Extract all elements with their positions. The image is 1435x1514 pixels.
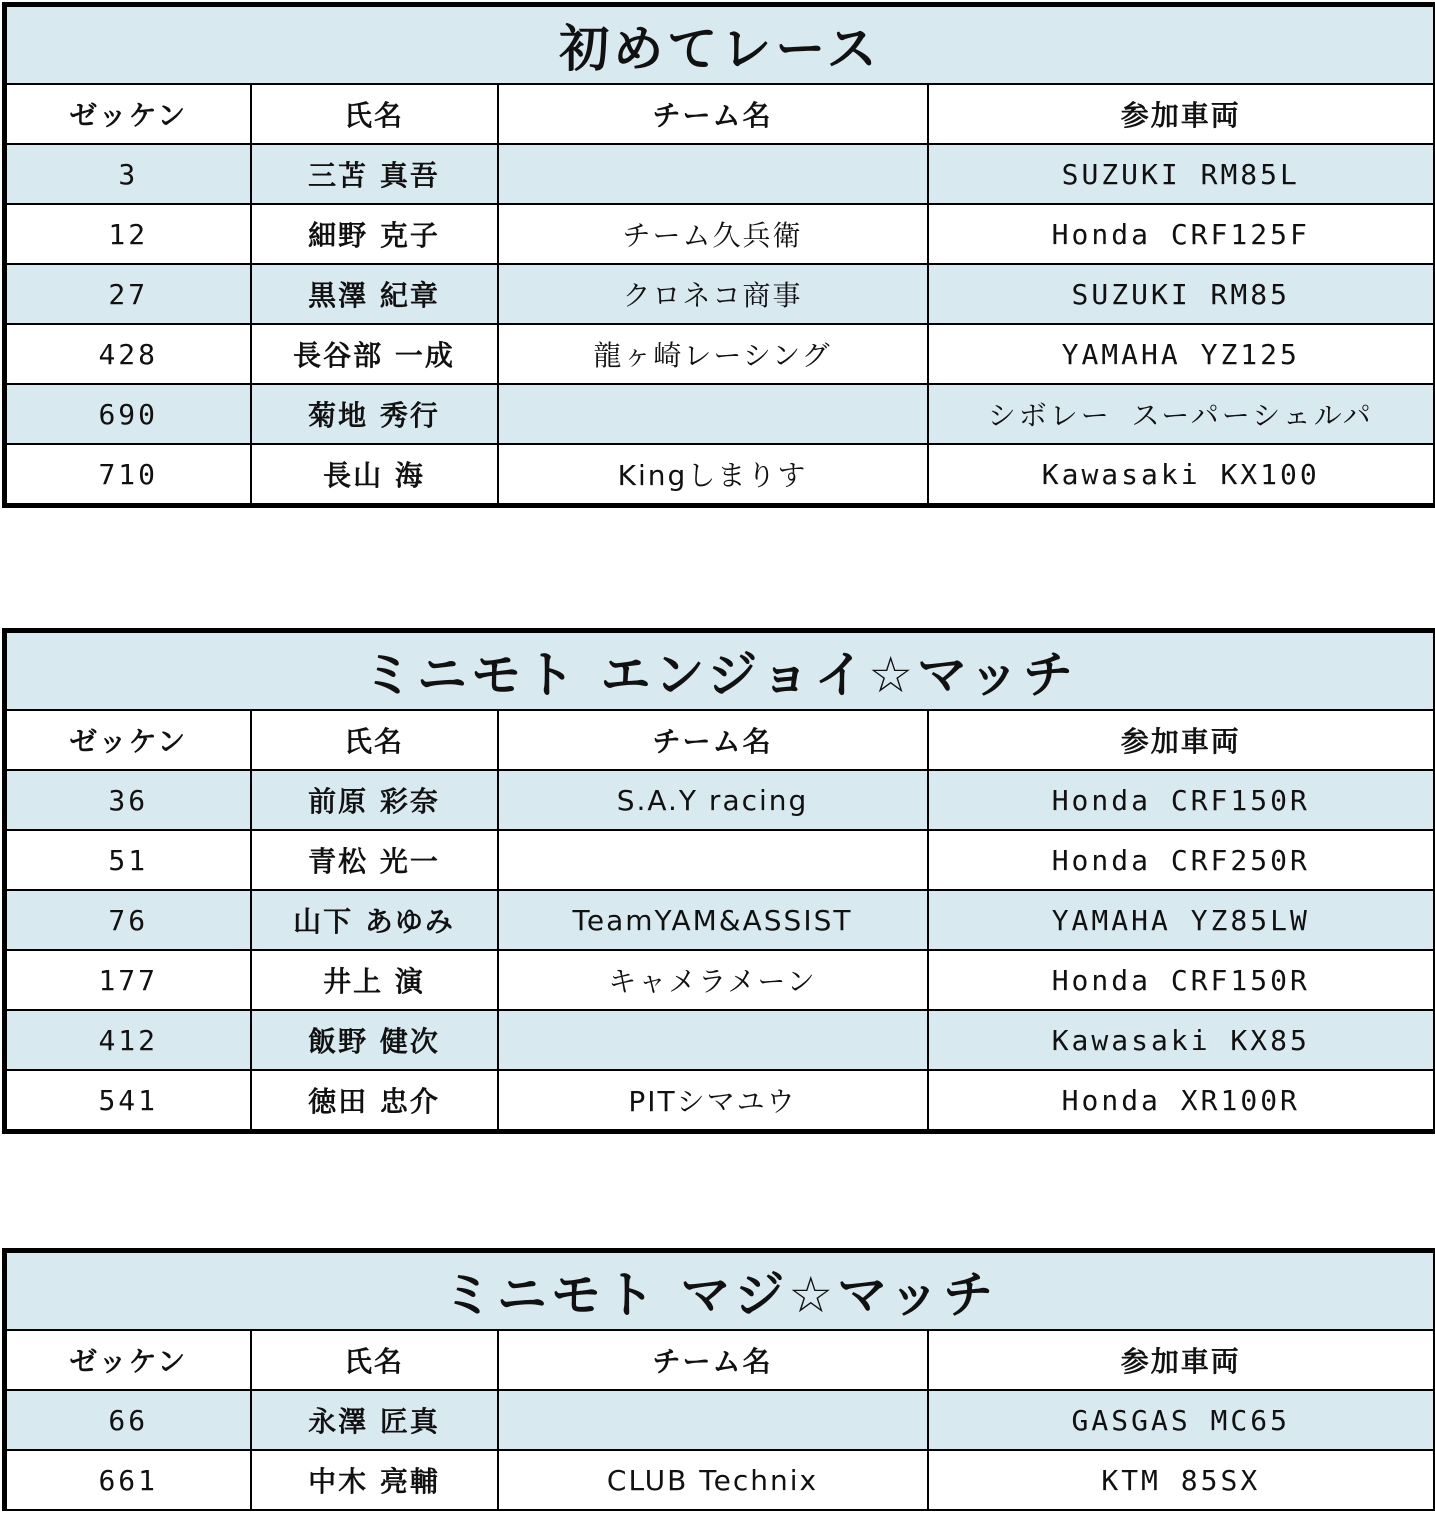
rider-name: 飯野 健次	[251, 1010, 498, 1070]
table-row	[5, 384, 1435, 444]
rider-number: 12	[5, 204, 251, 264]
team-name	[498, 1390, 928, 1450]
vehicle: GASGAS MC65	[928, 1390, 1435, 1450]
header-team: チーム名	[498, 710, 928, 770]
rider-name: 青松 光一	[251, 830, 498, 890]
rider-name: 長山 海	[251, 444, 498, 506]
table-row	[5, 1010, 1435, 1070]
team-name: TeamYAM&ASSIST	[498, 890, 928, 950]
rider-name: 菊地 秀行	[251, 384, 498, 444]
header-name: 氏名	[251, 1330, 498, 1390]
table-row	[5, 770, 1435, 830]
header-row	[5, 84, 1435, 144]
rider-name: 前原 彩奈	[251, 770, 498, 830]
rider-number: 51	[5, 830, 251, 890]
header-team: チーム名	[498, 1330, 928, 1390]
team-name: PITシマユウ	[498, 1070, 928, 1132]
class-title: 初めてレース	[5, 5, 1435, 85]
rider-number: 177	[5, 950, 251, 1010]
table-row	[5, 830, 1435, 890]
vehicle: Honda CRF150R	[928, 770, 1435, 830]
header-vehicle: 参加車両	[928, 1330, 1435, 1390]
table-row	[5, 1070, 1435, 1132]
rider-name: 永澤 匠真	[251, 1390, 498, 1450]
header-vehicle: 参加車両	[928, 84, 1435, 144]
rider-number: 412	[5, 1010, 251, 1070]
table-row	[5, 264, 1435, 324]
race-class-table	[2, 1248, 1435, 1511]
header-row	[5, 710, 1435, 770]
rider-number: 76	[5, 890, 251, 950]
table-row	[5, 204, 1435, 264]
header-name: 氏名	[251, 84, 498, 144]
table-row	[5, 1390, 1435, 1450]
header-name: 氏名	[251, 710, 498, 770]
team-name: S.A.Y racing	[498, 770, 928, 830]
class-title: ミニモト マジ☆マッチ	[5, 1251, 1435, 1331]
race-class-table	[2, 628, 1435, 1134]
header-number: ゼッケン	[5, 1330, 251, 1390]
vehicle: SUZUKI RM85	[928, 264, 1435, 324]
rider-name: 中木 亮輔	[251, 1450, 498, 1510]
rider-name: 細野 克子	[251, 204, 498, 264]
vehicle: Honda CRF150R	[928, 950, 1435, 1010]
team-name	[498, 144, 928, 204]
table-row	[5, 444, 1435, 506]
rider-name: 徳田 忠介	[251, 1070, 498, 1132]
table-row	[5, 890, 1435, 950]
header-number: ゼッケン	[5, 84, 251, 144]
rider-number: 428	[5, 324, 251, 384]
rider-name: 黒澤 紀章	[251, 264, 498, 324]
rider-number: 66	[5, 1390, 251, 1450]
header-number: ゼッケン	[5, 710, 251, 770]
vehicle: Honda CRF125F	[928, 204, 1435, 264]
vehicle: Kawasaki KX85	[928, 1010, 1435, 1070]
rider-number: 541	[5, 1070, 251, 1132]
team-name: CLUB Technix	[498, 1450, 928, 1510]
table-row	[5, 950, 1435, 1010]
rider-number: 661	[5, 1450, 251, 1510]
header-row	[5, 1330, 1435, 1390]
team-name: Kingしまりす	[498, 444, 928, 506]
header-team: チーム名	[498, 84, 928, 144]
rider-number: 36	[5, 770, 251, 830]
header-vehicle: 参加車両	[928, 710, 1435, 770]
rider-number: 27	[5, 264, 251, 324]
rider-name: 三苫 真吾	[251, 144, 498, 204]
table-row	[5, 144, 1435, 204]
vehicle: シボレー スーパーシェルパ	[928, 384, 1435, 444]
team-name: クロネコ商事	[498, 264, 928, 324]
table-row	[5, 324, 1435, 384]
rider-number: 710	[5, 444, 251, 506]
team-name: 龍ヶ崎レーシング	[498, 324, 928, 384]
rider-name: 長谷部 一成	[251, 324, 498, 384]
race-class-table	[2, 2, 1435, 508]
table-row	[5, 1450, 1435, 1510]
rider-name: 井上 演	[251, 950, 498, 1010]
team-name	[498, 384, 928, 444]
rider-number: 3	[5, 144, 251, 204]
vehicle: Honda CRF250R	[928, 830, 1435, 890]
vehicle: YAMAHA YZ125	[928, 324, 1435, 384]
vehicle: KTM 85SX	[928, 1450, 1435, 1510]
vehicle: YAMAHA YZ85LW	[928, 890, 1435, 950]
vehicle: Kawasaki KX100	[928, 444, 1435, 506]
vehicle: Honda XR100R	[928, 1070, 1435, 1132]
team-name: チーム久兵衛	[498, 204, 928, 264]
team-name	[498, 1010, 928, 1070]
rider-number: 690	[5, 384, 251, 444]
vehicle: SUZUKI RM85L	[928, 144, 1435, 204]
team-name: キャメラメーン	[498, 950, 928, 1010]
team-name	[498, 830, 928, 890]
class-title: ミニモト エンジョイ☆マッチ	[5, 631, 1435, 711]
rider-name: 山下 あゆみ	[251, 890, 498, 950]
